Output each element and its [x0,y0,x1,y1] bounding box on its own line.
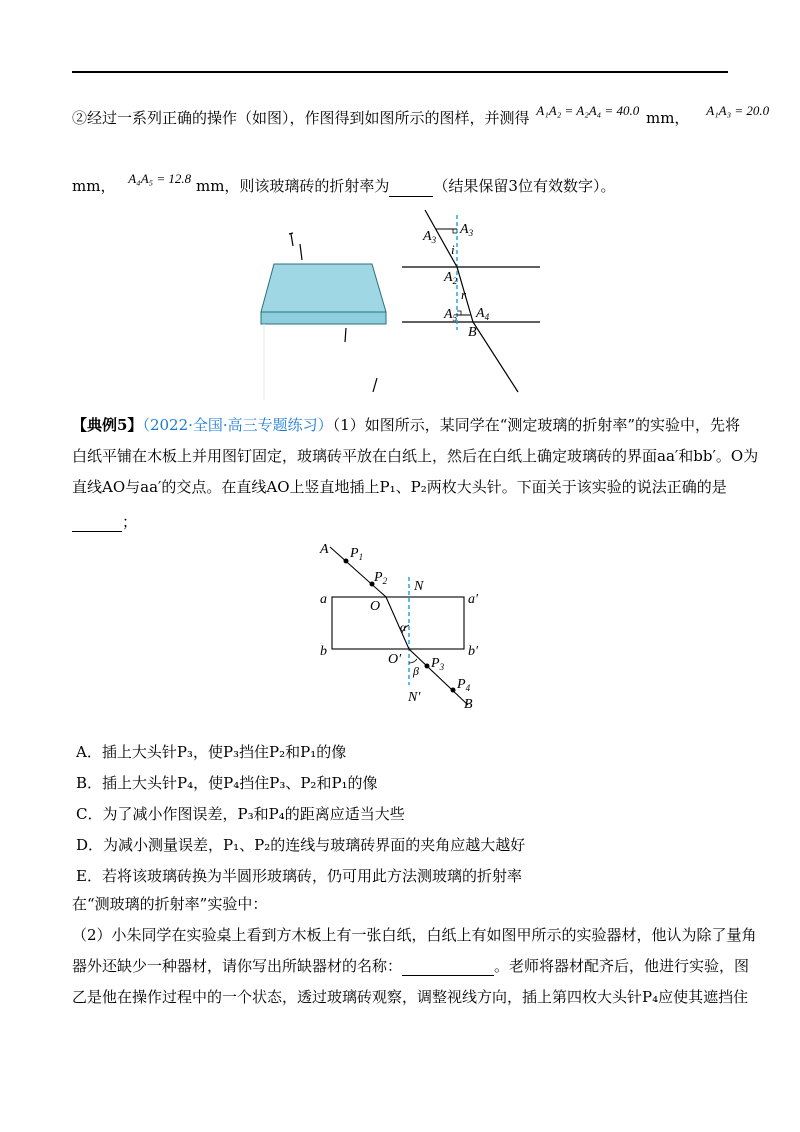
pin-p1-dot [344,559,349,564]
example-tag: 【典例5】 [72,416,143,434]
glass-slab-front [261,312,386,324]
pin-icon [345,328,346,342]
equation-a1a2: A₁A₂ = A₂A₄ = 40.0 [536,103,640,118]
equation-a4a5: A₄A₅ = 12.8 [128,171,192,186]
label-a5: $A_5$ [444,307,458,323]
label-angle-i: i [451,242,455,257]
part2-line-1: （2）小朱同学在实验桌上看到方木板上有一张白纸，白纸上有如图甲所示的实验器材，他认为除了量角 [72,926,757,944]
example-source[interactable]: （2022·全国·高三专题练习） [142,416,333,434]
pin-p3-dot [425,664,430,669]
label-a-prime: a′ [468,592,479,607]
pin-icon [289,233,293,234]
label-a4: $A_4$ [476,306,490,322]
angle-beta-arc [409,659,417,663]
unit-mm: mm， [645,109,690,127]
glass-slab-top [261,264,386,312]
part2-line-3: 乙是他在操作过程中的一个状态，透过玻璃砖观察，调整视线方向，插上第四枚大头针P₄应使其遮挡住 [72,988,749,1006]
header-rule [72,71,728,73]
label-angle-r: r [461,287,467,302]
label-p1: $P_1$ [350,546,364,562]
label-o: O [370,599,381,614]
pin-icon [291,234,293,246]
question-text: mm，则该玻璃砖的折射率为 [195,177,390,195]
answer-blank[interactable] [402,959,494,976]
example-text: ； [122,513,138,531]
option-e[interactable]: E．若将该玻璃砖换为半圆形玻璃砖，仍可用此方法测玻璃的折射率 [76,867,522,885]
pin-p4-dot [451,688,456,693]
label-b-point: B [464,697,473,712]
example5-line-2: 白纸平铺在木板上并用图钉固定，玻璃砖平放在白纸上，然后在白纸上确定玻璃砖的界面aa′和bb′。O为 [72,447,759,465]
unit-mm: mm， [72,177,116,195]
question-line-2 [72,171,728,197]
part2-text: 器外还缺少一种器材，请你写出所缺器材的名称： [72,957,403,975]
label-a2: $A_2$ [444,270,458,286]
pin-icon [373,378,377,392]
label-o-prime: O′ [388,652,402,667]
example5-line-3: 直线AO与aa′的交点。在直线AO上竖直地插上P₁、P₂两枚大头针。下面关于该实验的说法正确的是 [72,478,727,496]
ray-path [330,547,468,705]
option-a[interactable]: A．插上大头针P₃，使P₃挡住P₂和P₁的像 [76,743,347,761]
label-alpha: α [400,620,407,634]
example-text: （1）如图所示，某同学在“测定玻璃的折射率”的实验中，先将 [332,416,741,434]
label-p2: $P_2$ [374,570,388,586]
label-p3: $P_3$ [431,656,445,672]
label-n: N [414,579,424,594]
question-line-1 [72,103,770,129]
example5-line-4 [72,512,728,532]
part2-text: 。老师将器材配齐后，他进行实验，图 [494,957,750,975]
part2-line-2 [72,956,750,976]
refraction-figure [310,535,500,715]
label-n-prime: N′ [408,690,421,705]
label-a: A [320,542,329,557]
question-text: ②经过一系列正确的操作（如图），作图得到如图所示的图样，并测得 [72,109,530,127]
glass-slab-figure [250,210,550,400]
pin-icon [300,244,302,260]
label-a3-left: $A_3$ [423,229,437,245]
label-b: B [468,325,477,340]
option-c[interactable]: C．为了减小作图误差，P₃和P₄的距离应适当大些 [76,805,405,823]
label-beta: β [413,664,419,678]
label-a3-right: $A_3$ [460,222,474,238]
label-b-prime: b′ [468,644,479,659]
question-text: （结果保留3位有效数字）。 [433,177,616,195]
option-b[interactable]: B．插上大头针P₄，使P₄挡住P₃、P₂和P₁的像 [76,774,378,792]
answer-blank[interactable] [389,180,433,197]
example5-line-1 [72,415,741,435]
part2-intro: 在“测玻璃的折射率”实验中： [72,895,268,913]
equation-a1a3: A₁A₃ = 20.0 [706,103,770,118]
label-b-left: b [320,644,327,659]
option-d[interactable]: D．为减小测量误差，P₁、P₂的连线与玻璃砖界面的夹角应越大越好 [76,836,526,854]
answer-blank[interactable] [72,515,122,532]
label-a-left: a [320,592,327,607]
label-p4: $P_4$ [457,677,471,693]
